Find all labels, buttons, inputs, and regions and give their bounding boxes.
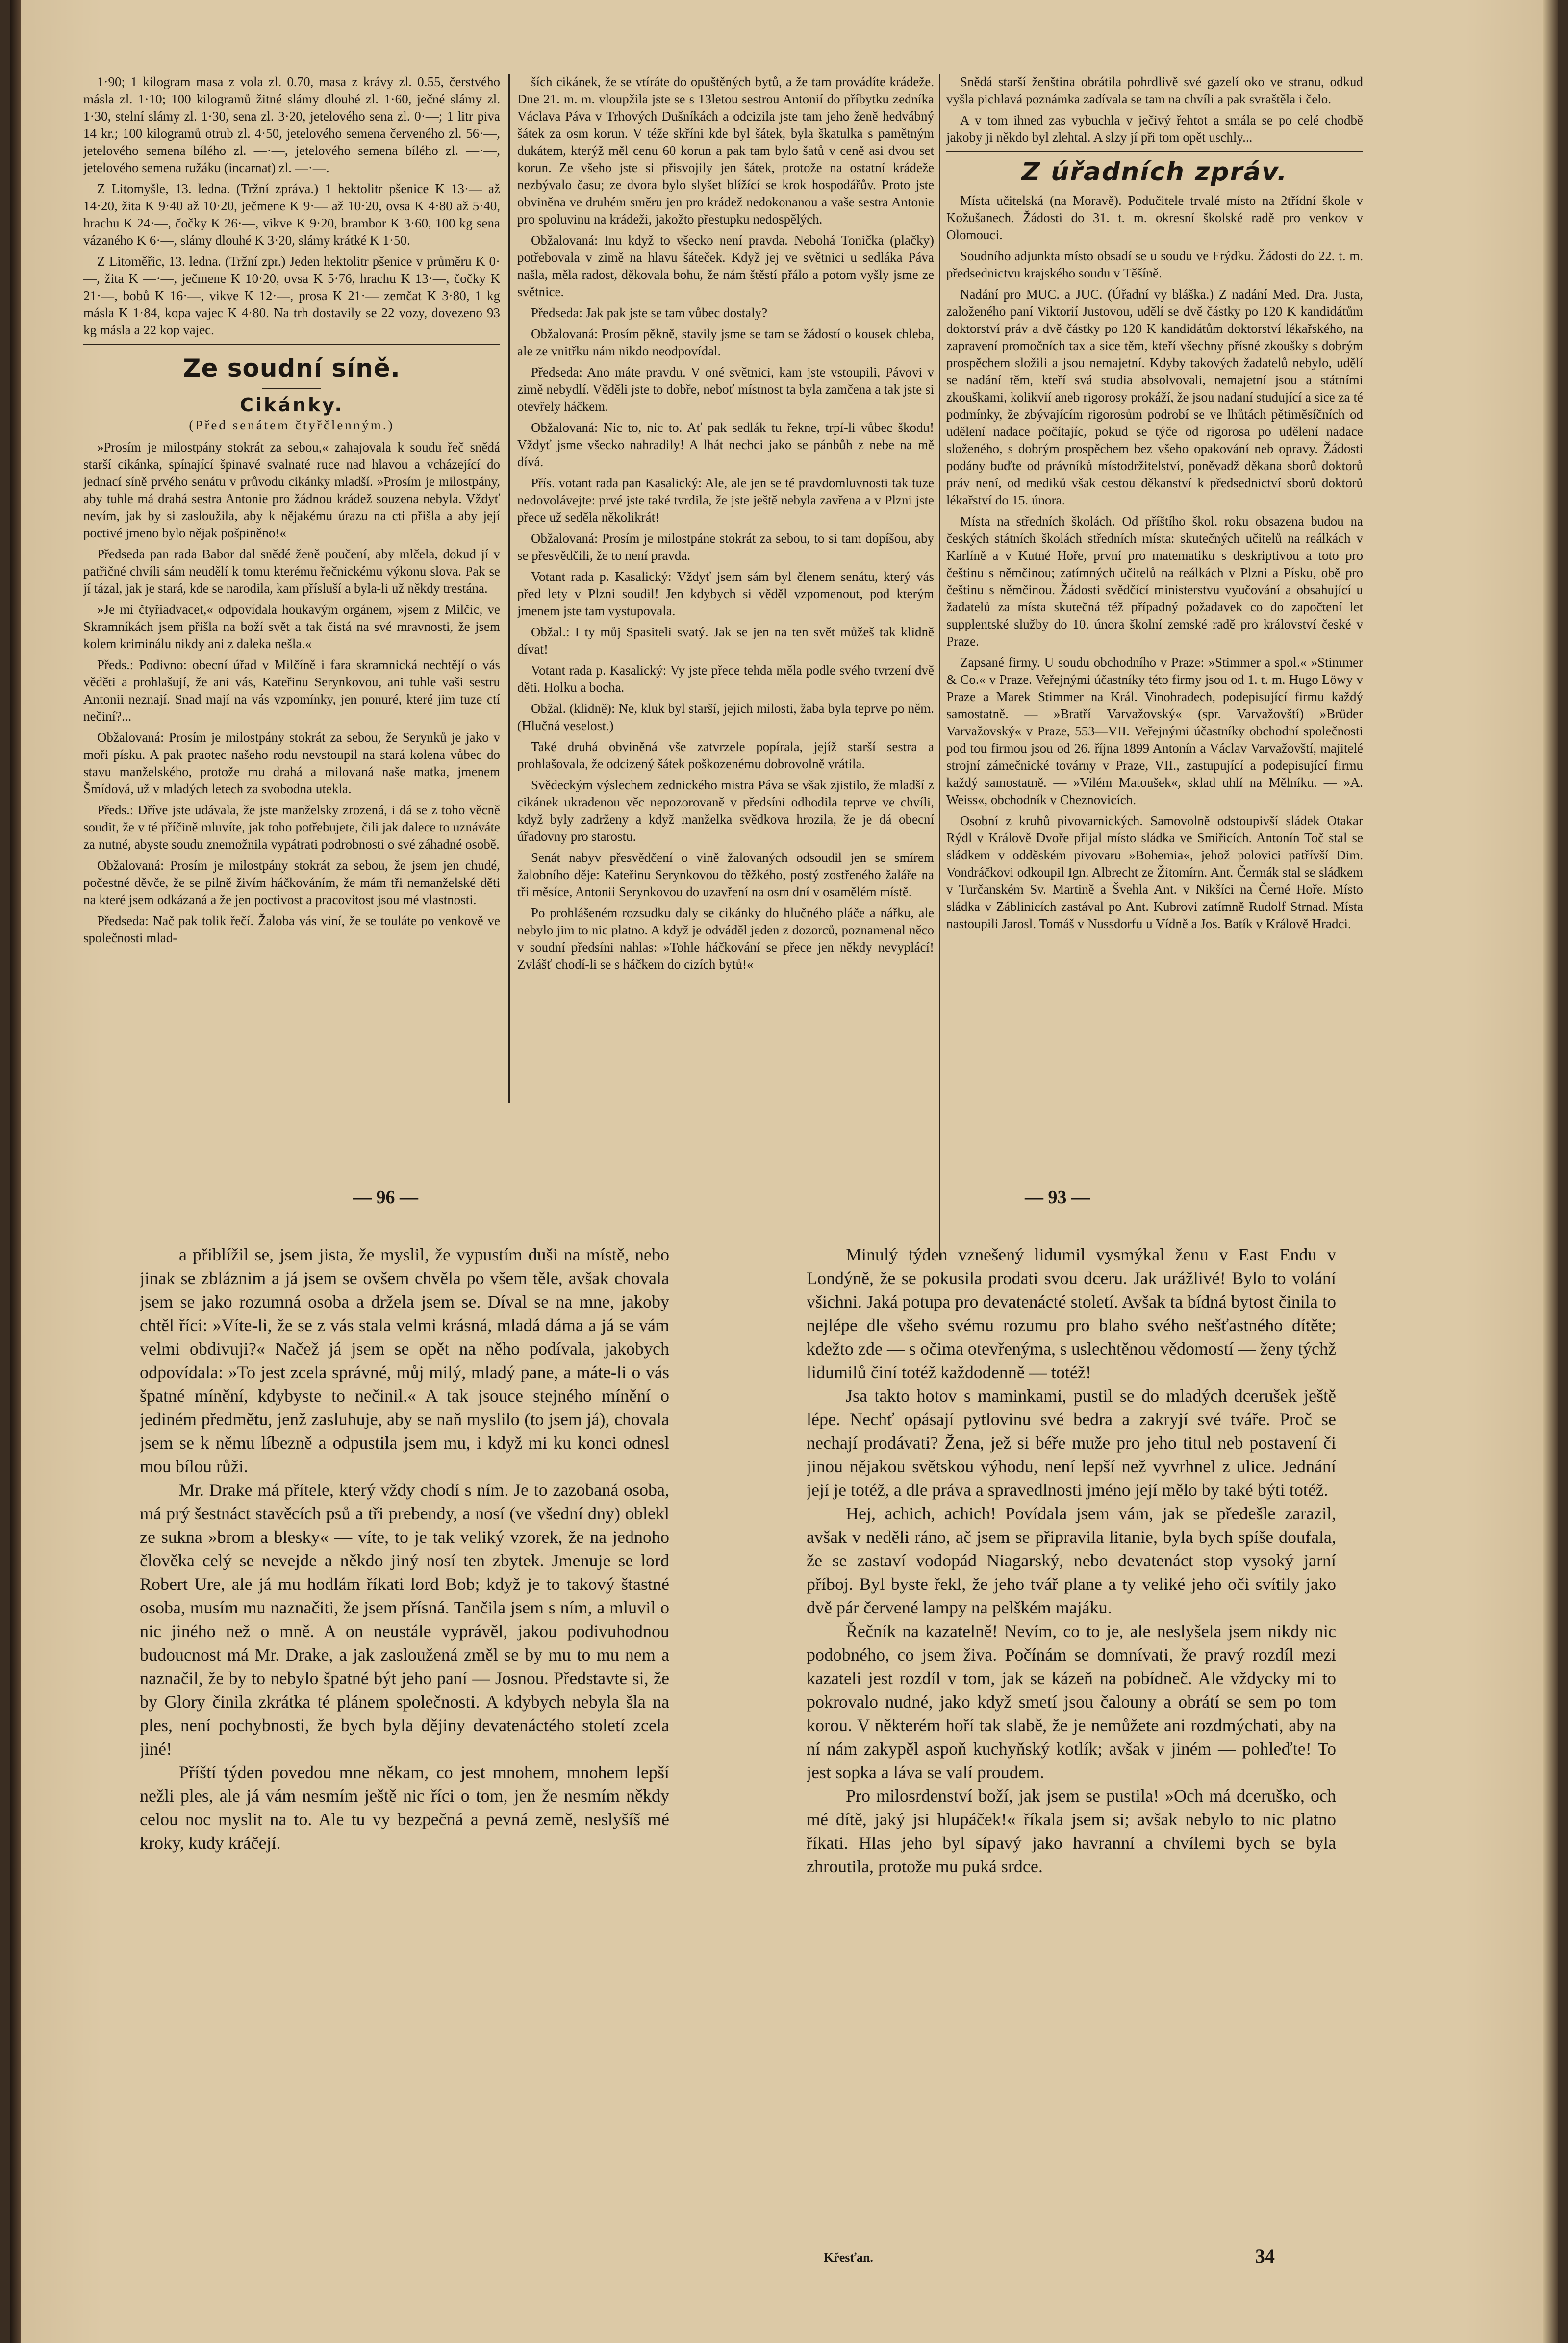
book-paragraph: Řečník na kazatelně! Nevím, co to je, ale neslyšela jsem nikdy nic podobného, co jsem živa. Počínám se domnívati, že pravý rozdíl mezi kazateli jest rozdíl v tom, jak se kázeň na pobídneč. Ale vždycky mi to pokrovalo nudné, jako když smetí jsou čalouny a obrátí se sem po tom korou. V některém hoří tak slabě, že je nemůžete ani rozdmýchati, aby na ní nám zakypěl aspoň kuchyňský kotlík; avšak v jiném — pohleďte! To jest sopka a láva se valí proudem. <box>807 1621 1336 1782</box>
story-paragraph: »Je mi čtyřiadvacet,« odpovídala houkavým orgánem, »jsem z Milčic, ve Skramníkách jsem přišla na boží svět a tak čistá na své mravnosti, že jsem kolem kriminálu nikdy ani z daleka nešla.« <box>83 602 500 651</box>
story-paragraph: Obžalovaná: Inu když to všecko není pravda. Nebohá Tonička (plačky) potřebovala v zimě na hlavu šáteček. Když jej ve světnici u sedláka Páva našla, měla radost, děkovala bohu, že nám štěstí přálo a potom vyšly jsme ze světnice. <box>517 233 934 299</box>
story-paragraph: Předseda: Nač pak tolik řečí. Žaloba vás viní, že se touláte po venkově ve společnosti mlad- <box>83 913 500 945</box>
story-subtitle: (Před senátem čtyřčlenným.) <box>189 418 395 432</box>
book-paragraph: Mr. Drake má přítele, který vždy chodí s ním. Je to zazobaná osoba, má prý šestnáct stavěcích psů a tři prebendy, a nosí (ve všední dny) oblekl ze sukna »brom a blesky« — víte, to je tak veliký vzorek, že na jednoho člověka celý se nevejde a někdo jiný nosí ten zbytek. Jmenuje se lord Robert Ure, ale já mu hodlám říkati lord Bob; když je to takový štastné osoba, musím mu naznačiti, že jsem přísná. Tančila jsem s ním, a mluvil o nic jiného než o mně. A on neustále vyprávěl, jakou podivuhodnou budoucnost má Mr. Drake, a jak zasloužená změl se by mu to mu nem a naznačil, že by to nebylo špatné být jeho paní — Josnou. Představte si, že by Glory činila zkrátka té plánem společnosti. A kdybych nebyla šla na ples, není pochybnosti, že bych byla dějiny devatenáctého století zcela jiné! <box>140 1480 669 1759</box>
column-rule <box>939 74 940 1260</box>
notice-paragraph: Místa učitelská (na Moravě). Podučitele trvalé místo na 2třídní škole v Kožušanech. Žádosti do 31. t. m. okresní školské radě pro venkov v Olomouci. <box>946 193 1363 242</box>
right-page-number: — 93 — <box>1025 1187 1090 1208</box>
story-paragraph: Snědá starší ženština obrátila pohrdlivě své gazelí oko ve stranu, odkud vyšla pichlavá poznámka zadívala se tam na chvíli a pak svraštěla i čelo. <box>946 75 1363 106</box>
official-news-heading: Z úřadních zpráv. <box>1021 157 1288 187</box>
story-paragraph: Obžalovaná: Prosím je milostpány stokrát za sebou, že jsem jen chudé, počestné děvče, že se pilně živím háčkováním, že mám tři nemanželské děti na které jsem odkázaná a že jen poctivost a pracovitost jsou mé vlastnosti. <box>83 858 500 907</box>
story-paragraph: Obžalovaná: Prosím je milostpáne stokrát za sebou, to si tam dopíšou, aby se přesvědčili, že to není pravda. <box>517 531 934 563</box>
story-paragraph: Přís. votant rada pan Kasalický: Ale, ale jen se té pravdomluvnosti tak tuze nedovolávejte: prvé jste také tvrdila, že jste ještě nebyla zavřena a v Plzni jste přece už seděla několikrát! <box>517 476 934 525</box>
market-report-litomysl: Z Litomyšle, 13. ledna. (Tržní zpráva.) 1 hektolitr pšenice K 13·— až 14·20, žita K 9·40 až 10·20, ječmene K 9·— až 10·20, ovsa K 4·80 až 5·40, hrachu K 24·—, čočky K 26·—, vikve K 9·20, brambor K 3·60, 100 kg sena vázaného K 6·—, slámy dlouhé K 3·20, slámy krátké K 1·50. <box>83 181 500 248</box>
story-paragraph: Obžalovaná: Nic to, nic to. Ať pak sedlák tu řekne, trpí-li vůbec škodu! Vždyť jsme všecko nahradily! A lhát nechci jako se pánbůh z nebe na mě dívá. <box>517 420 934 469</box>
book-paragraph: a přiblížil se, jsem jista, že myslil, že vypustím duši na místě, nebo jinak se zbláznim a já jsem se ovšem chvěla po všem těle, avšak chovala jsem se jako rozumná osoba a držela jsem se. Díval se na mne, jakoby chtěl říci: »Víte-li, že se z vás stala velmi krásná, mladá dáma a já se vám velmi obdivuji?« Načež já jsem se opět na něho podívala, jakobych odpovídala: »To jest zcela správné, můj milý, mladý pane, a máte-li o vás špatné mínění, kdybyste to nečinil.« A tak jsouce stejného mínění o jediném předmětu, jenž zasluhuje, aby se naň myslilo (to jsem já), chovala jsem se k němu líbezně a odpustila jsem mu, i když mi ku konci odnesl mou bílou růži. <box>140 1245 669 1476</box>
story-paragraph: Obžalovaná: Prosím pěkně, stavily jsme se tam se žádostí o kousek chleba, ale ze vnitřku nám nikdo neodpovídal. <box>517 327 934 358</box>
book-right-page <box>807 1243 1336 2267</box>
left-binding-edge <box>10 0 21 2343</box>
book-paragraph: Hej, achich, achich! Povídala jsem vám, jak se předešle zarazil, avšak v neděli ráno, ač jsem se připravila litanie, byla bych spíše doufala, že se zastaví vodopád Niagarský, nebo devatenáct stop vysoký jarní příboj. Byl byste řekl, že jeho tvář plane a ty veliké jeho oči svítily jako dvě pár červené lampy na pelškém majáku. <box>807 1504 1336 1617</box>
story-paragraph: Obžalovaná: Prosím je milostpány stokrát za sebou, že Serynků je jako v moři písku. A pak praotec našeho rodu nevstoupil na stará kolena vůbec do stavu manželského, protože mu drahá a milovaná naše matka, jmenem Šmídová, už v mladých letech za svobodna utekla. <box>83 730 500 796</box>
book-left-page <box>140 1243 669 2267</box>
market-report-1: 1·90; 1 kilogram masa z vola zl. 0.70, masa z krávy zl. 0.55, čerstvého másla zl. 1·10; 100 kilogramů žitné slámy dlouhé zl. 1·60, ječné slámy zl. 1·30, stelní slámy zl. 1·30, sena zl. 3·20, jetelového sena zl. 0·—; 1 litr piva 14 kr.; 100 kilogramů otrub zl. 4·50, jetelového semena červeného zl. 56·—, jetelového semena bílého zl. —·—, jetelového semena bílého zl. —·—, jetelového semena ružáku (incarnat) zl. —·—. <box>83 75 500 175</box>
story-paragraph: Obžal. (klidně): Ne, kluk byl starší, jejich milosti, žaba byla teprve po něm. (Hlučná veselost.) <box>517 701 934 733</box>
scanned-page <box>10 0 1558 2343</box>
story-paragraph: Předs.: Dříve jste udávala, že jste manželsky zrozená, i dá se z toho věcně soudit, že v té příčině mluvíte, jak toho potřebujete, čili jak dalece to uznáváte za nutné, abyste soudu znemožnila vypátrati podrobnosti o své záhadné osobě. <box>83 803 500 852</box>
book-paragraph: Příští týden povedou mne někam, co jest mnohem, mnohem lepší nežli ples, ale já vám nesmím ještě nic říci o tom, jen že nesmím někdy celou noc myslit na to. Ale tu vy bezpečná a pevná země, neslyšíš mé kroky, kudy kráčejí. <box>140 1763 669 1853</box>
story-paragraph: Votant rada p. Kasalický: Vždyť jsem sám byl členem senátu, který vás před lety v Plzni soudil! Jen kdybych si věděl vzpomenout, pod kterým jmenem jste tam vystupovala. <box>517 569 934 618</box>
newspaper-left-column <box>83 74 500 1128</box>
book-paragraph: Jsa takto hotov s maminkami, pustil se do mladých dcerušek ještě lépe. Nechť opásají pytlovinu své bedra a zakryjí své tváře. Proč se nechají prodávati? Žena, jež si béře muže pro jeho titul neb postavení či jinou nějakou světskou výhodu, není lepší než vyvrhnel z ulice. Jednání její je totéž, a dle práva a spravedlnosti jméno její mělo by také býti totéž. <box>807 1386 1336 1500</box>
notice-paragraph: Nadání pro MUC. a JUC. (Úřadní vy bláška.) Z nadání Med. Dra. Justa, založeného paní Viktorií Justovou, udělí se dvě částky po 120 K kandidátům doktorství práv a dvě částky po 120 K kandidátům doktorství lékařského, na zapravení promočních tax a sice těm, kteří všechny přísné zkoušky s dobrým prospěchem složili a jsou nemajetní. Kdyby takových žadatelů nebylo, udělí se nadání těm, kteří svá studia absolvovali, nemajetní jsou a státními zkouškami, kolikvií aneb rigorosy prokáží, že jsou nadaní studující a sice za té podmínky, že zbývajícím rigorosům podrobí se ve lhůtách pětiměsíčních od udělení nadace počítajíc, pokud se týče od rigorosa po udělení nadace složeného, s dobrým prospěchem bez všeho opakování neb opravy. Žádosti podány buďte od právníků místodržitelství, poněvadž děkana sborů doktorů práv není, od mediků však cestou děkanství k předsednictví sborů doktorů lékařství do 15. února. <box>946 287 1363 507</box>
notice-paragraph: Soudního adjunkta místo obsadí se u soudu ve Frýdku. Žádosti do 22. t. m. předsednictvu krajského soudu v Těšíně. <box>946 249 1363 280</box>
story-paragraph: »Prosím je milostpány stokrát za sebou,« zahajovala k soudu řeč snědá starší cikánka, spínající špinavé svalnaté ruce nad hlavou a vcházející do jednací síně prvého senátu v průvodu cikánky mladší. »Prosím je milostpány, aby tuhle má drahá sestra Antonie pro žádnou krádež souzena nebyla. Vždyť nevím, jak by si zasloužila, aby k nějakému úrazu na cti přišla a aby její poctivé jmeno bylo nějak pošpiněno!« <box>83 440 500 540</box>
section-divider <box>83 344 500 345</box>
newspaper-middle-column <box>517 74 934 1128</box>
story-paragraph: Předseda pan rada Babor dal snědé ženě poučení, aby mlčela, dokud jí v patřičné chvíli sám neudělí k tomu kterému řečnickému výkonu slova. Pak se jí tázal, jak je stará, kde se narodila, kam přísluší a byla-li už někdy trestána. <box>83 547 500 596</box>
column-rule <box>508 74 510 1103</box>
story-paragraph: Předs.: Podivno: obecní úřad v Milčíně i fara skramnická nechtějí o vás věděti a prohlašují, že ani vás, Kateřinu Serynkovou, ani tuhle vaši sestru Antonii neznají. Snad mají na vás vzpomínky, jen ponuré, které jim tuze ctí nečiní?... <box>83 657 500 724</box>
story-paragraph: ších cikánek, že se vtíráte do opuštěných bytů, a že tam provádíte krádeže. Dne 21. m. m. vloupžila jste se s 13letou sestrou Antonií do příbytku zedníka Václava Páva v Trhových Dušníkách a odcizila jste tam jeho ženě hedvábný šátek za osm korun. V téže skříni kde byl šátek, byla škatulka s pamětným dukátem, kterýž měl cenu 60 korun a pak tam bylo šatů v ceně asi dvou set korun. Ze všeho jste si přisvojily jen šátek, protože na ostatní krádeže nezbývalo času; ze dvora bylo slyšet blížící se krok hospodářův. Proto jste obviněna ve druhém směru jen pro krádež nedokonanou a vaše sestra Antonie pro spoluvinu na krádeži, jakožto přestupku nedospělých. <box>517 75 934 227</box>
story-paragraph: Votant rada p. Kasalický: Vy jste přece tehda měla podle svého tvrzení dvě děti. Holku a bocha. <box>517 663 934 695</box>
story-title: Cikánky. <box>240 394 344 416</box>
signature-number: 34 <box>1255 2245 1275 2267</box>
book-paragraph: Minulý týden vznešený lidumil vysmýkal ženu v East Endu v Londýně, že se pokusila prodati svou dceru. Jak urážlivé! Bylo to volání všichni. Jaká potupa pro devatenácté století. Avšak ta bídná bytost činila to nejlépe dle všeho svému rozumu pro blaho svého nešťastného dítěte; kdežto zde — s očima otevřenýma, s uslechtěnou vědomostí — ženy týchž lidumilů činí totéž každodenně — totéž! <box>807 1245 1336 1382</box>
story-paragraph: Svědeckým výslechem zednického mistra Páva se však zjistilo, že mladší z cikánek ukradenou věc nepozorovaně v předsíni odhodila teprve ve chvíli, když byly zadrženy a když manželka svědkova hrozila, že je dá obecní úřadovny pro starostu. <box>517 778 934 844</box>
section-divider <box>946 151 1363 152</box>
story-paragraph: Obžal.: I ty můj Spasiteli svatý. Jak se jen na ten svět můžeš tak klidně dívat! <box>517 625 934 656</box>
story-paragraph: Také druhá obviněná vše zatvrzele popírala, jejíž starší sestra a prohlašovala, že odcizený šátek poškozenému dobrovolně vrátila. <box>517 739 934 771</box>
story-paragraph: Předseda: Jak pak jste se tam vůbec dostaly? <box>531 305 768 320</box>
left-page-number: — 96 — <box>353 1187 418 1208</box>
notice-paragraph: Zapsané firmy. U soudu obchodního v Praze: »Stimmer a spol.« »Stimmer & Co.« v Praze. Veřejnými účastníky této firmy jsou od 1. t. m. Hugo Löwy v Praze a Marek Stimmer na Král. Vinohradech, podepisující firmu každý samostatně. — »Bratří Varvažovský« (spr. Varvažovští) »Brüder Varvažovský« v Praze, 553—VII. Veřejnými účastníky obchodní společnosti pod tou firmou jsou od 26. října 1899 Antonín a Václav Varvažovští, majitelé strojní zámečnické továrny v Praze, VII., zastupující a podepisující firmu každý samostatně. — »Vilém Matoušek«, sklad uhlí na Mělníku. — »A. Weiss«, obchodník v Cheznovicích. <box>946 655 1363 807</box>
book-paragraph: Pro milosrdenství boží, jak jsem se pustila! »Och má dceruško, och mé dítě, jaký jsi hlupáček!« říkala jsem si; avšak nebylo to nic platno říkati. Hlas jeho byl sípavý jako havranní a chvílemi bych se byla zhroutila, protože mu puká srdce. <box>807 1786 1336 1876</box>
notice-paragraph: Osobní z kruhů pivovarnických. Samovolně odstoupivší sládek Otakar Rýdl v Králově Dvoře přijal místo sládka ve Smiřicích. Antonín Toč stal se sládkem v odděském pivovaru »Bohemia«, jehož polovici patřívší Dim. Vondráčkovi odkoupil Ign. Albrecht ze Žitomírn. Ant. Čermák stal se sládkem v Turčanském Sv. Martině a Švehla Ant. v Nikšíci na Černé Hoře. Místo sládka v Záblinicích zastával po Ant. Kubrovi zatímně Rudolf Strnad. Místa nastoupili Jarosl. Tomáš v Nussdorfu u Vídně a Jos. Batík v Králově Hradci. <box>946 813 1363 931</box>
court-section-heading: Ze soudní síně. <box>183 354 401 382</box>
story-paragraph: A v tom ihned zas vybuchla v ječivý řehtot a smála se po celé chodbě jakoby ji někdo byl zlehtal. A slzy jí při tom opět uschly... <box>946 113 1363 145</box>
story-paragraph: Předseda: Ano máte pravdu. V oné světnici, kam jste vstoupili, Pávovi v zimě nebydlí. Věděli jste to dobře, neboť místnost ta byla zamčena a tak jste si otevřely háčkem. <box>517 365 934 414</box>
story-paragraph: Senát nabyv přesvědčení o vině žalovaných odsoudil jen se smírem žalobního děje: Kateřinu Serynkovou do těžkého, postý zostřeného žaláře na tři měsíce, Antonii Serynkovou do uzavření na osm dní v osamělém místě. <box>517 850 934 899</box>
notice-paragraph: Místa na středních školách. Od příštího škol. roku obsazena budou na českých státních školách středních místa: skutečných učitelů na reálkách v Karlíně a v Kutné Hoře, první pro matematiku s deskriptivou a toto pro češtinu s němčinou; zatímných učitelů na reálkách v Plzni a Písku, obě pro češtinu s němčinou. Žádosti svědčící ministerstvu vyučování a obsahující u žadatelů za místa skutečná též případný požadavek co do započtení let supplentské služby do 10. února školní zemské radě pro království české v Praze. <box>946 514 1363 649</box>
printer-signature: Křesťan. <box>824 2250 873 2265</box>
story-paragraph: Po prohlášeném rozsudku daly se cikánky do hlučného pláče a nářku, ale nebylo jim to nic platno. A když je odváděl jeden z dozorců, poznamenal něco v soudní předsíni nahlas: »Tohle háčkování se přece jen někdy nevyplácí! Zvlášť chodí-li se s háčkem do cizích bytů!« <box>517 906 934 972</box>
newspaper-right-column <box>946 74 1363 1128</box>
market-report-litomerice: Z Litoměřic, 13. ledna. (Tržní zpr.) Jeden hektolitr pšenice v průměru K 0·—, žita K —·—, ječmene K 10·20, ovsa K 5·76, hrachu K 13·—, čočky K 21·—, bobů K 16·—, vikve K 12·—, prosa K 21·— zemčat K 3·80, 1 kg másla K 1·84, kopa vajec K 4·80. Na trh dostavily se 22 vozy, dovezeno 93 kg másla a 22 kop vajec. <box>83 254 500 337</box>
right-binding-edge <box>1543 0 1558 2343</box>
short-divider <box>262 388 321 389</box>
